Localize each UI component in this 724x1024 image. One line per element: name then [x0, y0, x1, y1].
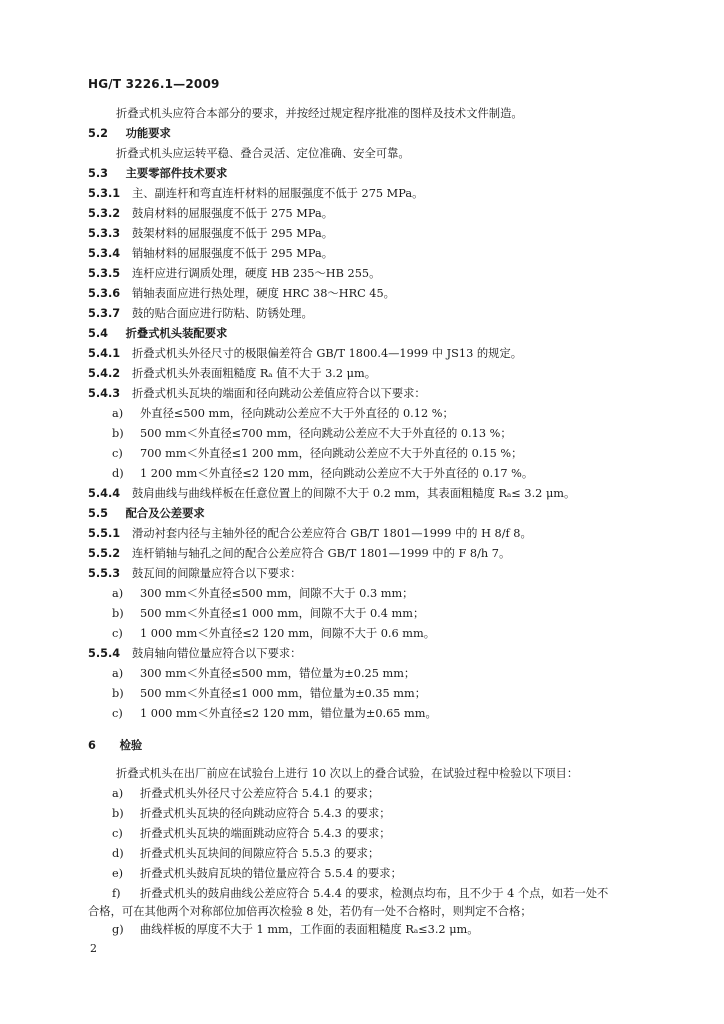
list-item [112, 706, 437, 722]
section-6-heading [88, 738, 142, 754]
list-marker: a) [112, 787, 124, 800]
list-marker: c) [112, 627, 123, 640]
clause-5-3-4 [88, 246, 333, 262]
list-marker: f) [112, 887, 121, 900]
clause-number: 5.5.1 [88, 527, 121, 540]
list-item [112, 406, 454, 422]
list-item [112, 666, 415, 682]
list-marker: d) [112, 847, 124, 860]
clause-text: 滑动衬套内径与主轴外径的配合公差应符合 GB/T 1801—1999 中的 H 8/f 8。 [132, 527, 532, 540]
clause-text: 折叠式机头外径尺寸的极限偏差符合 GB/T 1800.4—1999 中 JS13 的规定。 [132, 347, 523, 360]
clause-text: 销轴表面应进行热处理，硬度 HRC 38～HRC 45。 [132, 287, 395, 300]
list-marker: a) [112, 407, 124, 420]
section-title: 主要零部件技术要求 [125, 167, 228, 180]
list-item [112, 686, 426, 702]
clause-number: 5.4.2 [88, 367, 121, 380]
section-5-2-heading [88, 126, 171, 142]
clause-text: 销轴材料的屈服强度不低于 295 MPa。 [132, 247, 334, 260]
clause-number: 5.3.5 [88, 267, 121, 280]
clause-text: 鼓肩曲线与曲线样板在任意位置上的间隙不大于 0.2 mm，其表面粗糙度 Rₐ≤ 3.2 μm。 [132, 487, 576, 500]
clause-5-3-6 [88, 286, 395, 302]
list-text: 500 mm＜外直径≤1 000 mm，间隙不大于 0.4 mm； [140, 607, 425, 620]
list-marker: a) [112, 587, 124, 600]
clause-number: 5.3.6 [88, 287, 121, 300]
list-text: 500 mm＜外直径≤700 mm，径向跳动公差应不大于外直径的 0.13 %； [140, 427, 512, 440]
clause-5-3-7 [88, 306, 313, 322]
section-number: 5.4 [88, 327, 109, 340]
clause-text: 连杆应进行调质处理，硬度 HB 235～HB 255。 [132, 267, 381, 280]
section-5-4-heading [88, 326, 227, 342]
section-title: 折叠式机头装配要求 [125, 327, 228, 340]
list-item [112, 846, 379, 862]
clause-number: 5.3.1 [88, 187, 121, 200]
clause-5-3-5 [88, 266, 380, 282]
clause-number: 5.3.4 [88, 247, 121, 260]
clause-5-3-2 [88, 206, 333, 222]
list-marker: c) [112, 447, 123, 460]
clause-5-4-4 [88, 486, 575, 502]
section-number: 5.5 [88, 507, 109, 520]
list-marker: b) [112, 807, 124, 820]
standard-code-header: HG/T 3226.1—2009 [88, 77, 220, 91]
clause-number: 5.5.2 [88, 547, 121, 560]
list-item [112, 826, 391, 842]
list-text: 1 200 mm＜外直径≤2 120 mm，径向跳动公差应不大于外直径的 0.17 %。 [140, 467, 534, 480]
clause-number: 5.4.3 [88, 387, 121, 400]
list-marker: c) [112, 827, 123, 840]
clause-5-4-1 [88, 346, 522, 362]
list-item-f-continuation: 合格，可在其他两个对称部位加倍再次检验 8 处，若仍有一处不合格时，则判定不合格； [88, 905, 532, 918]
list-item [112, 466, 533, 482]
list-item [112, 786, 379, 802]
clause-number: 5.5.3 [88, 567, 121, 580]
section-title: 功能要求 [125, 127, 171, 140]
section-number: 5.3 [88, 167, 109, 180]
list-text: 曲线样板的厚度不大于 1 mm，工作面的表面粗糙度 Rₐ≤3.2 μm。 [140, 923, 479, 936]
list-text: 折叠式机头外径尺寸公差应符合 5.4.1 的要求； [140, 787, 380, 800]
list-marker: b) [112, 687, 124, 700]
section-6-intro: 折叠式机头在出厂前应在试验台上进行 10 次以上的叠合试验，在试验过程中检验以下项目： [116, 767, 579, 780]
section-number: 5.2 [88, 127, 109, 140]
clause-text: 鼓的贴合面应进行防粘、防锈处理。 [132, 307, 313, 320]
clause-5-5-2 [88, 546, 510, 562]
clause-5-5-4 [88, 646, 301, 662]
list-text: 折叠式机头瓦块间的间隙应符合 5.5.3 的要求； [140, 847, 380, 860]
clause-text: 鼓瓦间的间隙量应符合以下要求： [132, 567, 302, 580]
list-text: 300 mm＜外直径≤500 mm，错位量为±0.25 mm； [140, 667, 416, 680]
clause-5-4-3 [88, 386, 426, 402]
page-number: 2 [90, 942, 97, 955]
list-text: 折叠式机头瓦块的端面跳动应符合 5.4.3 的要求； [140, 827, 391, 840]
list-item [112, 626, 435, 642]
clause-5-4-2 [88, 366, 376, 382]
list-marker: e) [112, 867, 124, 880]
clause-number: 5.3.2 [88, 207, 121, 220]
list-text: 300 mm＜外直径≤500 mm，间隙不大于 0.3 mm； [140, 587, 414, 600]
clause-number: 5.3.3 [88, 227, 121, 240]
clause-number: 5.4.4 [88, 487, 121, 500]
list-text: 折叠式机头的鼓肩曲线公差应符合 5.4.4 的要求，检测点均布，且不少于 4 个点，如若一处不 [140, 887, 609, 900]
list-item [112, 426, 512, 442]
clause-5-3-3 [88, 226, 333, 242]
list-text: 折叠式机头鼓肩瓦块的错位量应符合 5.5.4 的要求； [140, 867, 402, 880]
list-item [112, 586, 413, 602]
list-marker: d) [112, 467, 124, 480]
list-marker: c) [112, 707, 123, 720]
list-item-g [112, 922, 479, 938]
section-5-2-text: 折叠式机头应运转平稳、叠合灵活、定位准确、安全可靠。 [116, 147, 410, 160]
clause-text: 鼓架材料的屈服强度不低于 295 MPa。 [132, 227, 334, 240]
section-title: 配合及公差要求 [125, 507, 205, 520]
list-text: 700 mm＜外直径≤1 200 mm，径向跳动公差应不大于外直径的 0.15 %； [140, 447, 523, 460]
clause-5-5-3 [88, 566, 301, 582]
list-marker: b) [112, 607, 124, 620]
list-text: 1 000 mm＜外直径≤2 120 mm，间隙不大于 0.6 mm。 [140, 627, 436, 640]
list-item [112, 446, 522, 462]
list-text: 外直径≤500 mm，径向跳动公差应不大于外直径的 0.12 %； [140, 407, 454, 420]
clause-text: 鼓肩材料的屈服强度不低于 275 MPa。 [132, 207, 334, 220]
section-5-5-heading [88, 506, 205, 522]
clause-text: 折叠式机头外表面粗糙度 Rₐ 值不大于 3.2 μm。 [132, 367, 376, 380]
list-text: 1 000 mm＜外直径≤2 120 mm，错位量为±0.65 mm。 [140, 707, 437, 720]
clause-5-5-1 [88, 526, 532, 542]
intro-paragraph: 折叠式机头应符合本部分的要求，并按经过规定程序批准的图样及技术文件制造。 [116, 107, 523, 120]
list-text: 500 mm＜外直径≤1 000 mm，错位量为±0.35 mm； [140, 687, 427, 700]
list-marker: b) [112, 427, 124, 440]
section-5-3-heading [88, 166, 227, 182]
clause-5-3-1 [88, 186, 423, 202]
clause-text: 鼓肩轴向错位量应符合以下要求： [132, 647, 302, 660]
section-title: 检验 [119, 739, 143, 752]
section-number: 6 [88, 739, 96, 752]
list-marker: g) [112, 923, 124, 936]
list-item-f [112, 886, 608, 902]
clause-text: 折叠式机头瓦块的端面和径向跳动公差值应符合以下要求： [132, 387, 426, 400]
clause-text: 主、副连杆和弯直连杆材料的屈服强度不低于 275 MPa。 [132, 187, 424, 200]
list-text: 折叠式机头瓦块的径向跳动应符合 5.4.3 的要求； [140, 807, 391, 820]
clause-number: 5.5.4 [88, 647, 121, 660]
list-item [112, 866, 402, 882]
list-marker: a) [112, 667, 124, 680]
clause-number: 5.4.1 [88, 347, 121, 360]
list-item [112, 606, 424, 622]
clause-text: 连杆销轴与轴孔之间的配合公差应符合 GB/T 1801—1999 中的 F 8/h 7。 [132, 547, 511, 560]
clause-number: 5.3.7 [88, 307, 121, 320]
list-item [112, 806, 391, 822]
